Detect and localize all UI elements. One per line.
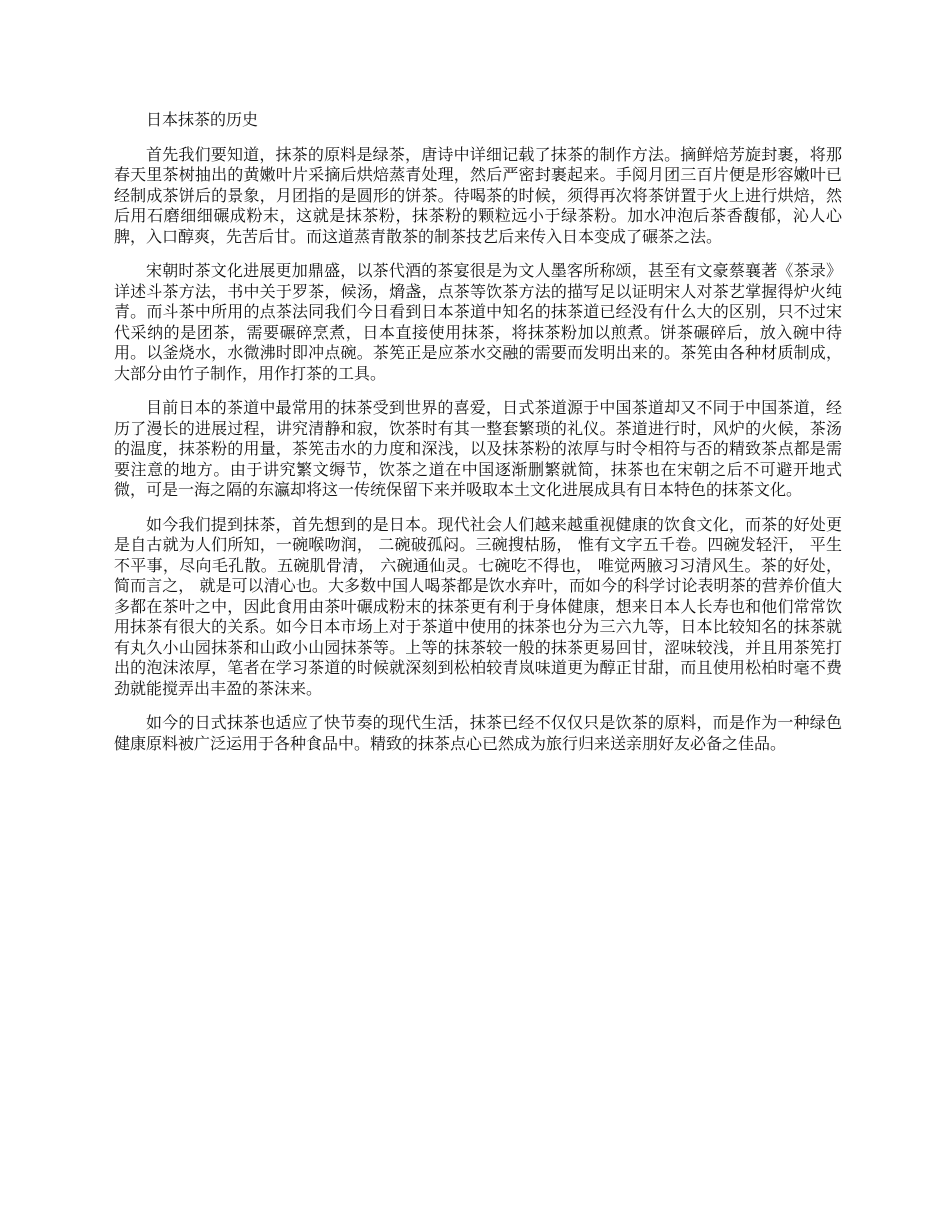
paragraph-health-benefits: 如今我们提到抹茶，首先想到的是日本。现代社会人们越来越重视健康的饮食文化，而茶的好处更是自古就为人们所知，一碗喉吻润， 二碗破孤闷。三碗搜枯肠， 惟有文字五千卷。四碗发轻汗， 平生不平事，尽向毛孔散。五碗肌骨清， 六碗通仙灵。七碗吃不得也， 唯觉两腋习习清风生。茶的好处，简而言之， 就是可以清心也。大多数中国人喝茶都是饮水弃叶，而如今的科学讨论表明茶的营养价值大多都在茶叶之中，因此食用由茶叶碾成粉末的抹茶更有利于身体健康，想来日本人长寿也和他们常常饮用抹茶有很大的关系。如今日本市场上对于茶道中使用的抹茶也分为三六九等，日本比较知名的抹茶就有丸久小山园抹茶和山政小山园抹茶等。上等的抹茶较一般的抹茶更易回甘，涩味较浅，并且用茶筅打出的泡沫浓厚，笔者在学习茶道的时候就深刻到松柏较青岚味道更为醇正甘甜，而且使用松柏时毫不费劲就能搅弄出丰盈的茶沫来。 xyxy=(114,514,842,698)
paragraph-origin: 首先我们要知道，抹茶的原料是绿茶，唐诗中详细记载了抹茶的制作方法。摘鲜焙芳旋封裹，将那春天里茶树抽出的黄嫩叶片采摘后烘焙蒸青处理，然后严密封裹起来。手阅月团三百片便是形容嫩叶已经制成茶饼后的景象，月团指的是圆形的饼茶。待喝茶的时候，须得再次将茶饼置于火上进行烘焙，然后用石磨细细碾成粉末，这就是抹茶粉，抹茶粉的颗粒远小于绿茶粉。加水冲泡后茶香馥郁，沁人心脾，入口醇爽，先苦后甘。而这道蒸青散茶的制茶技艺后来传入日本变成了碾茶之法。 xyxy=(114,144,842,246)
paragraph-modern-usage: 如今的日式抹茶也适应了快节奏的现代生活，抹茶已经不仅仅只是饮茶的原料，而是作为一种绿色健康原料被广泛运用于各种食品中。精致的抹茶点心已然成为旅行归来送亲朋好友必备之佳品。 xyxy=(114,713,842,753)
paragraph-song-dynasty: 宋朝时茶文化进展更加鼎盛，以茶代酒的茶宴很是为文人墨客所称颂，甚至有文豪蔡襄著《茶录》详述斗茶方法，书中关于罗茶，候汤，熁盏，点茶等饮茶方法的描写足以证明宋人对茶艺掌握得炉火纯青。而斗茶中所用的点茶法同我们今日看到日本茶道中知名的抹茶道已经没有什么大的区别，只不过宋代采纳的是团茶，需要碾碎烹煮，日本直接使用抹茶，将抹茶粉加以煎煮。饼茶碾碎后，放入碗中待用。以釜烧水，水微沸时即冲点碗。茶筅正是应茶水交融的需要而发明出来的。茶筅由各种材质制成，大部分由竹子制作，用作打茶的工具。 xyxy=(114,261,842,383)
paragraph-japanese-tea-ceremony: 目前日本的茶道中最常用的抹茶受到世界的喜爱，日式茶道源于中国茶道却又不同于中国茶道，经历了漫长的进展过程，讲究清静和寂，饮茶时有其一整套繁琐的礼仪。茶道进行时，风炉的火候，茶汤的温度，抹茶粉的用量，茶筅击水的力度和深浅，以及抹茶粉的浓厚与时令相符与否的精致茶点都是需要注意的地方。由于讲究繁文缛节，饮茶之道在中国逐渐删繁就简，抹茶也在宋朝之后不可避开地式微，可是一海之隔的东瀛却将这一传统保留下来并吸取本土文化进展成具有日本特色的抹茶文化。 xyxy=(114,398,842,499)
document-title: 日本抹茶的历史 xyxy=(146,110,259,129)
document-page xyxy=(114,110,842,768)
